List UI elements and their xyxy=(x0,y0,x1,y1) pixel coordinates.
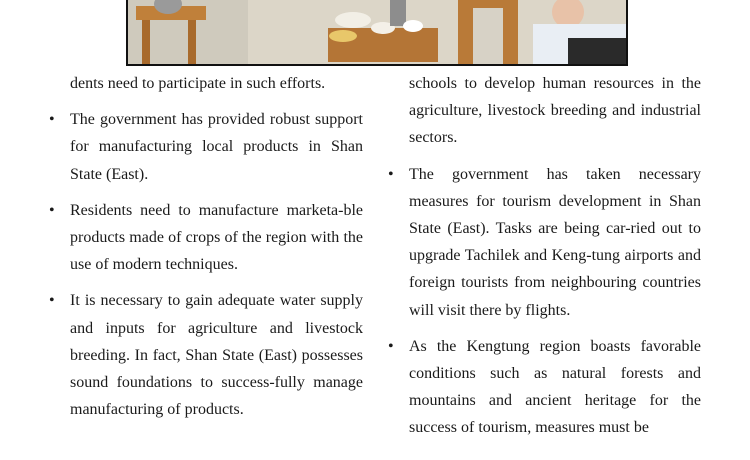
left-bullet-list xyxy=(49,106,363,423)
right-continuation-text: schools to develop human resources in the agriculture, livestock breeding and industrial sectors. xyxy=(409,75,701,147)
bullet-text: It is necessary to gain adequate water supply and inputs for agriculture and livestock breeding. In fact, Shan State (East) possesses sound foundations to success-fully manage manufacturing of products. xyxy=(70,292,363,419)
left-column xyxy=(49,70,363,432)
list-item xyxy=(49,106,363,188)
bullet-icon: • xyxy=(49,201,55,219)
list-item xyxy=(388,161,701,324)
left-continuation-text: dents need to participate in such efforts. xyxy=(70,75,326,92)
bullet-icon: • xyxy=(49,292,55,310)
bullet-text: The government has provided robust support for manufacturing local products in Shan State (East). xyxy=(70,111,363,183)
right-bullet-list xyxy=(388,161,701,442)
list-item xyxy=(388,333,701,442)
meeting-photo xyxy=(126,0,628,66)
bullet-icon: • xyxy=(388,165,394,183)
bullet-text: As the Kengtung region boasts favorable conditions such as natural forests and mountains and ancient heritage for the success of tourism, measures must be xyxy=(409,337,701,437)
meeting-photo-illustration xyxy=(128,0,626,64)
bullet-icon: • xyxy=(388,337,394,355)
right-column xyxy=(388,70,701,451)
bullet-text: Residents need to manufacture marketa-ble products made of crops of the region with the use of modern techniques. xyxy=(70,201,363,274)
bullet-text: The government has taken necessary measures for tourism development in Shan State (East). Tasks are being car-ried out to upgrade Tachilek and Keng-tung airports and foreign tourists from neighbouring countries will visit there by flights. xyxy=(409,165,701,319)
list-item xyxy=(49,287,363,423)
bullet-icon: • xyxy=(49,111,55,129)
list-item xyxy=(49,197,363,279)
